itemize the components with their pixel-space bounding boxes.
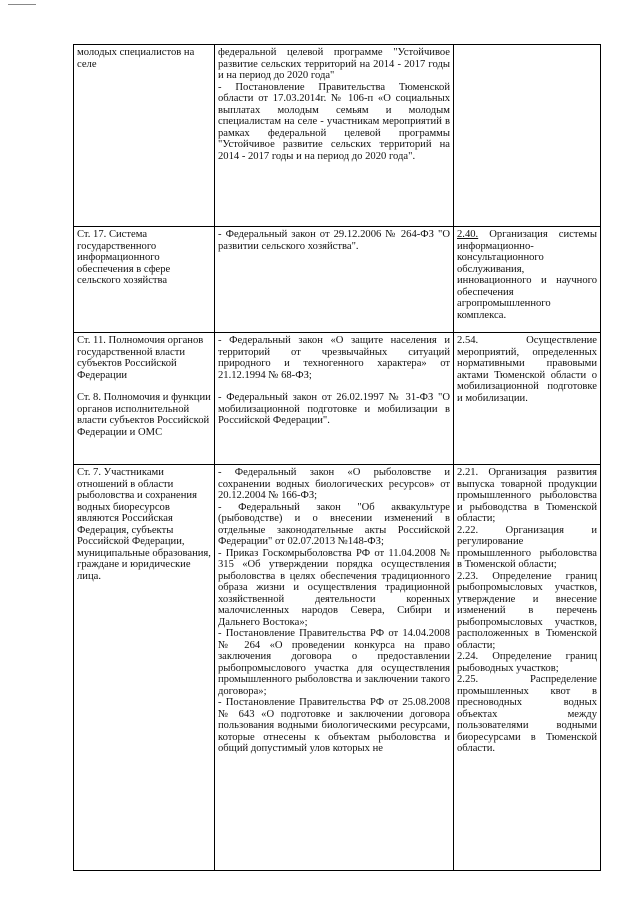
legal-acts-cell [215, 465, 454, 871]
legal-act-item: - Постановление Правительства Тюменской области от 17.03.2014г. № 106-п «О социальных выплатах молодым семьям и молодым специалистам на селе - участникам мероприятий в рамках федеральной целевой программы "Устойчивое развитие сельских территорий на 2014 - 2017 годы и на период до 2020 года". [218, 81, 450, 162]
legal-act-item: - Постановление Правительства РФ от 14.04.2008 № 264 «О проведении конкурса на право заключения договора о предоставлении рыбопромыслового участка для осуществления промышленного рыболовства и заключении такого договора»; [218, 628, 450, 697]
law-article-text: Ст. 8. Полномочия и функции органов исполнительной власти субъектов Российской Федерации и ОМС [77, 392, 211, 438]
law-article-cell [74, 465, 215, 871]
legal-act-item: - Приказ Госкомрыболовства РФ от 11.04.2008 № 315 «Об утверждении порядка осуществления рыболовства в целях обеспечения традиционного образа жизни и осуществления традиционной хозяйственной деятельности коренных малочисленных народов Севера, Сибири и Дальнего Востока»; [218, 547, 450, 628]
table-row [74, 333, 601, 465]
table-row [74, 465, 601, 871]
function-item: 2.25. Распределение промышленных квот в пресноводных водных объектах между пользователями водными биоресурсами в Тюменской области. [457, 674, 597, 754]
legal-act-item: - Федеральный закон «О защите населения и территорий от чрезвычайных ситуаций природного и техногенного характера» от 21.12.1994 № 68-ФЗ; [218, 335, 450, 381]
function-item: 2.54. Осуществление мероприятий, определенных нормативными правовыми актами Тюменской области о мобилизационной подготовке и мобилизации. [457, 335, 597, 404]
function-item [457, 229, 597, 321]
functions-cell [454, 333, 601, 465]
legal-acts-cell [215, 333, 454, 465]
law-article-text: молодых специалистов на селе [77, 47, 195, 70]
law-article-cell [74, 227, 215, 333]
legal-act-item: - Федеральный закон "Об аквакультуре (рыбоводстве) и о внесении изменений в отдельные законодательные акты Российской Федерации" от 02.07.2013 №148-ФЗ; [218, 501, 450, 547]
law-article-cell [74, 45, 215, 227]
legal-act-item: - Постановление Правительства РФ от 25.08.2008 № 643 «О подготовке и заключении договора пользования водными биологическими ресурсами, которые отнесены к объектам рыболовства и общий допустимый улов которых не [218, 697, 450, 754]
legal-act-item: - Федеральный закон от 26.02.1997 № 31-ФЗ "О мобилизационной подготовке и мобилизации в Российской Федерации". [218, 392, 450, 426]
law-article-cell [74, 333, 215, 465]
legal-act-item: - Федеральный закон от 29.12.2006 № 264-ФЗ "О развитии сельского хозяйства". [218, 229, 450, 252]
function-item: 2.21. Организация развития выпуска товарной продукции промышленного рыболовства и рыбоводства в Тюменской области; [457, 467, 597, 524]
law-article-text: Ст. 11. Полномочия органов государственной власти субъектов Российской Федерации [77, 335, 204, 381]
legal-acts-cell [215, 227, 454, 333]
law-article-text: Ст. 17. Система государственного информационного обеспечения в сфере сельского хозяйства [77, 229, 171, 286]
function-item: 2.22. Организация и регулирование промышленного рыболовства в Тюменской области; [457, 524, 597, 570]
function-number: 2.40. [457, 229, 479, 240]
legal-act-item: федеральной целевой программе "Устойчивое развитие сельских территорий на 2014 - 2017 годы и на период до 2020 года" [218, 47, 450, 81]
function-text: Организация системы информационно-консультационного обслуживания, инновационного и научного обеспечения агропромышленного комплекса. [457, 229, 597, 321]
corner-mark [8, 4, 36, 5]
legal-acts-cell [215, 45, 454, 227]
function-item: 2.23. Определение границ рыбопромысловых участков, утверждение и внесение изменений в перечень рыбопромысловых участков, расположенных в Тюменской области; [457, 570, 597, 651]
functions-cell [454, 227, 601, 333]
table-row [74, 45, 601, 227]
legal-act-item: - Федеральный закон «О рыболовстве и сохранении водных биологических ресурсов» от 20.12.2004 № 166-ФЗ; [218, 467, 450, 501]
table-row [74, 227, 601, 333]
legal-table [73, 44, 601, 871]
functions-cell [454, 465, 601, 871]
functions-cell [454, 45, 601, 227]
law-article-text: Ст. 7. Участниками отношений в области рыболовства и сохранения водных биоресурсов являются Российская Федерация, субъекты Российской Федерации, муниципальные образования, граждане и юридические лица. [77, 467, 211, 582]
function-item: 2.24. Определение границ рыбоводных участков; [457, 651, 597, 674]
